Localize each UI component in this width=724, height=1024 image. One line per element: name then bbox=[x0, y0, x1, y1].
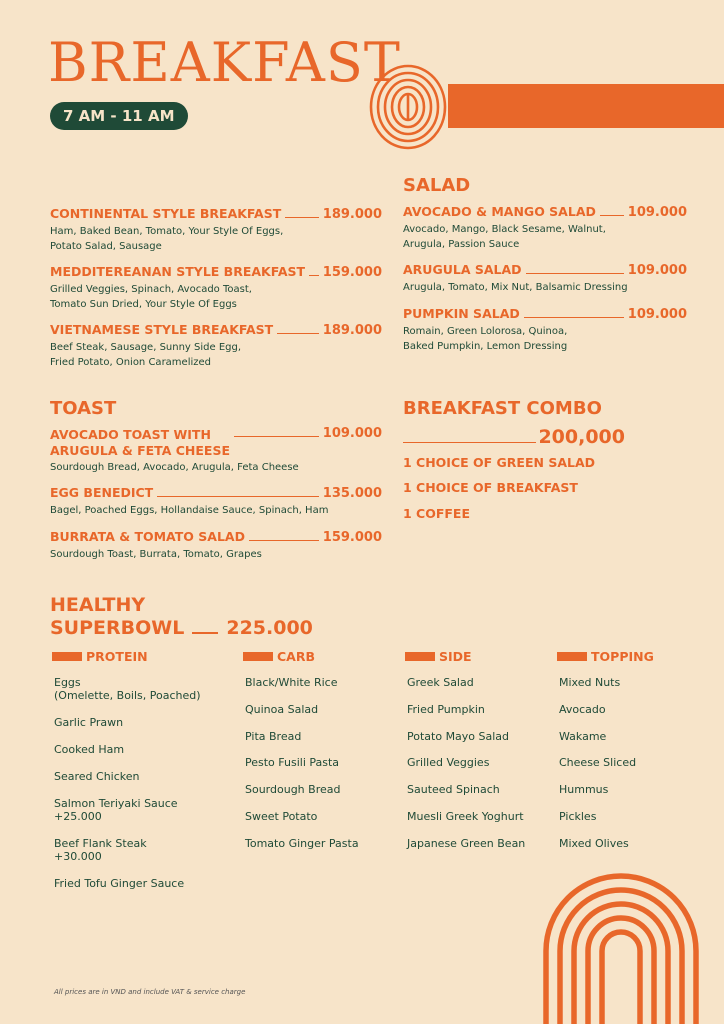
item-desc: Ham, Baked Bean, Tomato, Your Style Of Eggs, Potato Salad, Sausage bbox=[50, 225, 284, 252]
item-desc: Beef Steak, Sausage, Sunny Side Egg, Fried Potato, Onion Caramelized bbox=[50, 341, 242, 368]
list-item-surcharge: +25.000 bbox=[54, 810, 102, 823]
combo-price-line bbox=[403, 426, 625, 448]
list-item: Seared Chicken bbox=[54, 770, 140, 783]
item-desc: Romain, Green Lolorosa, Quinoa, Baked Pumpkin, Lemon Dressing bbox=[403, 325, 568, 352]
item-name: PUMPKIN SALAD bbox=[403, 306, 520, 321]
combo-choice: 1 CHOICE OF BREAKFAST bbox=[403, 480, 578, 495]
list-item: Quinoa Salad bbox=[245, 703, 319, 716]
menu-item-burrata bbox=[50, 529, 382, 562]
avocado-toast-price-line bbox=[234, 426, 382, 441]
list-item: Cooked Ham bbox=[54, 743, 125, 756]
item-desc: Sourdough Bread, Avocado, Arugula, Feta Cheese bbox=[50, 462, 299, 474]
list-item: Sauteed Spinach bbox=[407, 783, 500, 796]
list-item: Sweet Potato bbox=[245, 810, 318, 823]
list-item: Beef Flank Steak bbox=[54, 837, 147, 850]
item-name: MEDDITEREANAN STYLE BREAKFAST bbox=[50, 264, 306, 279]
hours-badge: 7 AM - 11 AM bbox=[50, 102, 188, 130]
column-protein bbox=[52, 648, 201, 890]
list-item: Pita Bread bbox=[245, 730, 302, 743]
item-desc: Avocado, Mango, Black Sesame, Walnut, Arugula, Passion Sauce bbox=[403, 223, 606, 250]
item-desc: Bagel, Poached Eggs, Hollandaise Sauce, Spinach, Ham bbox=[50, 504, 329, 516]
list-item-note: (Omelette, Boils, Poached) bbox=[54, 689, 201, 702]
list-item: Fried Tofu Ginger Sauce bbox=[54, 877, 185, 890]
superbowl-title: HEALTHY bbox=[50, 594, 146, 616]
column-label: CARB bbox=[277, 648, 316, 664]
column-label: PROTEIN bbox=[86, 648, 148, 664]
item-name: CONTINENTAL STYLE BREAKFAST bbox=[50, 206, 282, 221]
list-item: Mixed Olives bbox=[559, 837, 629, 850]
section-title-combo: BREAKFAST COMBO bbox=[403, 398, 602, 419]
column-label: TOPPING bbox=[591, 648, 654, 664]
item-name: EGG BENEDICT bbox=[50, 485, 154, 500]
list-item: Black/White Rice bbox=[245, 676, 338, 689]
item-name: BURRATA & TOMATO SALAD bbox=[50, 529, 245, 544]
concentric-swirl-icon bbox=[368, 63, 448, 151]
column-carb bbox=[243, 648, 359, 850]
section-title-salad: SALAD bbox=[403, 175, 471, 196]
item-name: ARUGULA SALAD bbox=[403, 262, 522, 277]
list-item: Wakame bbox=[559, 730, 607, 743]
item-price: 109.000 bbox=[322, 426, 382, 441]
superbowl-price-line bbox=[50, 617, 350, 639]
item-desc: Sourdough Toast, Burrata, Tomato, Grapes bbox=[50, 548, 262, 560]
item-name: VIETNAMESE STYLE BREAKFAST bbox=[50, 322, 274, 337]
list-item: Pesto Fusili Pasta bbox=[245, 756, 340, 769]
list-item: Grilled Veggies bbox=[407, 756, 490, 769]
list-item: Mixed Nuts bbox=[559, 676, 621, 689]
footnote: All prices are in VND and include VAT & service charge bbox=[54, 988, 246, 996]
menu-item-pumpkin-salad bbox=[403, 306, 687, 354]
item-price: 189.000 bbox=[322, 206, 382, 222]
menu-item-mediterranean bbox=[50, 264, 382, 312]
column-topping bbox=[557, 648, 654, 850]
item-price: 109.000 bbox=[627, 262, 687, 278]
column-side bbox=[405, 648, 526, 850]
item-price: 135.000 bbox=[322, 485, 382, 501]
list-item: Fried Pumpkin bbox=[407, 703, 485, 716]
item-name: AVOCADO & MANGO SALAD bbox=[403, 204, 596, 219]
list-item: Muesli Greek Yoghurt bbox=[407, 810, 524, 823]
decorative-bar bbox=[448, 84, 724, 128]
item-price: 189.000 bbox=[322, 322, 382, 338]
menu-item-vietnamese bbox=[50, 322, 382, 370]
superbowl-price: 225.000 bbox=[226, 617, 313, 639]
combo-choice: 1 CHOICE OF GREEN SALAD bbox=[403, 455, 596, 470]
list-item-surcharge: +30.000 bbox=[54, 850, 102, 863]
item-price: 159.000 bbox=[322, 264, 382, 280]
list-item: Avocado bbox=[559, 703, 606, 716]
combo-choice: 1 COFFEE bbox=[403, 506, 471, 521]
menu-item-avocado-mango-salad bbox=[403, 204, 687, 252]
section-title-toast: TOAST bbox=[50, 398, 117, 419]
list-item: Cheese Sliced bbox=[559, 756, 637, 769]
item-desc: Grilled Veggies, Spinach, Avocado Toast, Tomato Sun Dried, Your Style Of Eggs bbox=[50, 283, 252, 310]
list-item: Pickles bbox=[559, 810, 597, 823]
menu-item-arugula-salad bbox=[403, 262, 687, 295]
list-item: Sourdough Bread bbox=[245, 783, 341, 796]
item-price: 109.000 bbox=[627, 306, 687, 322]
list-item: Garlic Prawn bbox=[54, 716, 124, 729]
superbowl-title-line2: SUPERBOWL bbox=[50, 617, 185, 639]
menu-item-egg-benedict bbox=[50, 485, 382, 518]
list-item: Hummus bbox=[559, 783, 609, 796]
list-item: Greek Salad bbox=[407, 676, 474, 689]
list-item: Potato Mayo Salad bbox=[407, 730, 510, 743]
column-label: SIDE bbox=[439, 648, 472, 664]
item-name-line2: ARUGULA & FETA CHEESE bbox=[50, 442, 231, 458]
item-price: 109.000 bbox=[627, 204, 687, 220]
menu-item-continental bbox=[50, 206, 382, 254]
page-title: BREAKFAST bbox=[48, 31, 401, 94]
list-item: Eggs bbox=[54, 676, 81, 689]
list-item: Tomato Ginger Pasta bbox=[245, 837, 359, 850]
list-item: Salmon Teriyaki Sauce bbox=[54, 797, 178, 810]
item-price: 159.000 bbox=[322, 529, 382, 545]
item-name-line1: AVOCADO TOAST WITH bbox=[50, 427, 211, 442]
arches-icon bbox=[538, 868, 704, 1024]
item-desc: Arugula, Tomato, Mix Nut, Balsamic Dressing bbox=[403, 281, 628, 293]
list-item: Japanese Green Bean bbox=[407, 837, 526, 850]
combo-price: 200,000 bbox=[538, 426, 625, 448]
